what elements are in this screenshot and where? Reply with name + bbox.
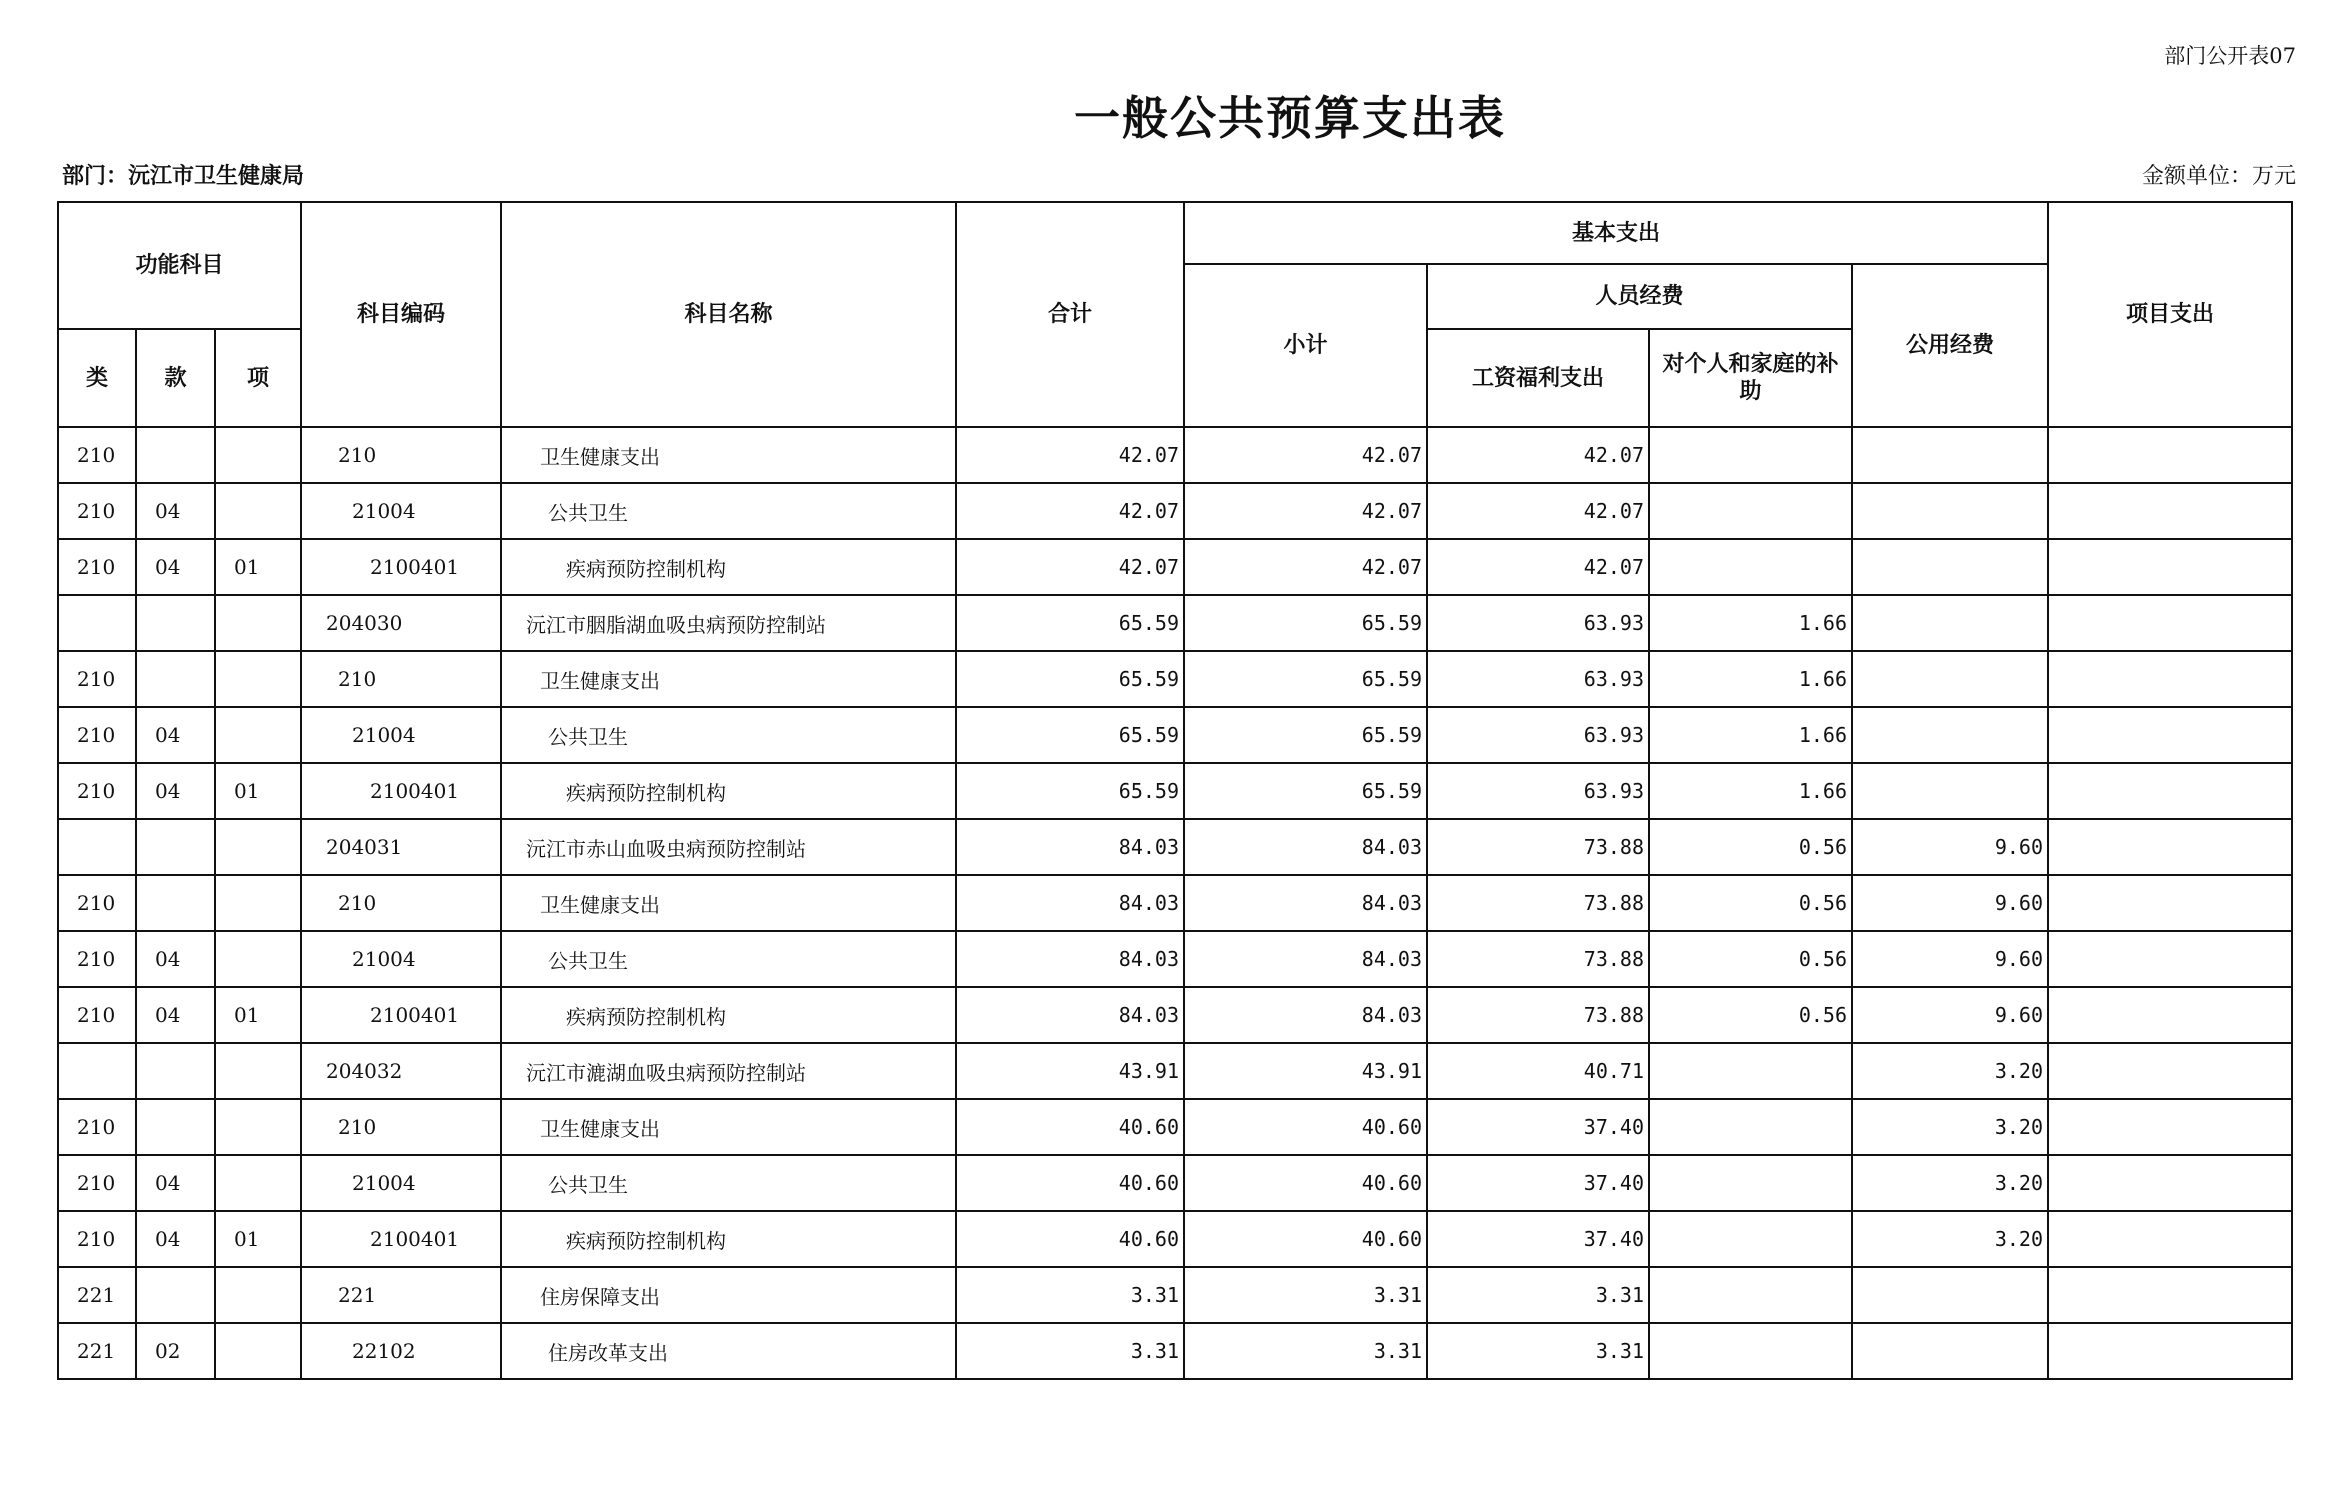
table-body [58,427,2292,1379]
cell-project [2048,763,2292,819]
cell-public [1852,1323,2048,1379]
cell-project [2048,707,2292,763]
cell-xiang [215,819,301,875]
cell-lei: 210 [58,483,136,539]
table-row [58,1211,2292,1267]
cell-kuan: 02 [136,1323,215,1379]
cell-lei: 210 [58,763,136,819]
header-basic: 基本支出 [1184,202,2048,264]
cell-subtotal: 42.07 [1184,483,1427,539]
cell-public [1852,707,2048,763]
cell-subtotal: 65.59 [1184,707,1427,763]
cell-name: 疾病预防控制机构 [501,987,956,1043]
cell-name: 沅江市胭脂湖血吸虫病预防控制站 [501,595,956,651]
cell-public [1852,539,2048,595]
cell-subsidy: 0.56 [1649,875,1852,931]
cell-lei: 210 [58,539,136,595]
cell-subtotal: 84.03 [1184,987,1427,1043]
cell-public [1852,483,2048,539]
cell-project [2048,1267,2292,1323]
cell-public [1852,595,2048,651]
cell-name: 沅江市赤山血吸虫病预防控制站 [501,819,956,875]
cell-code: 2100401 [301,763,501,819]
cell-kuan: 04 [136,1211,215,1267]
cell-subtotal: 84.03 [1184,931,1427,987]
table-row [58,875,2292,931]
cell-kuan: 04 [136,1155,215,1211]
cell-subtotal: 3.31 [1184,1267,1427,1323]
cell-name: 疾病预防控制机构 [501,763,956,819]
cell-lei: 210 [58,1099,136,1155]
cell-project [2048,931,2292,987]
cell-subtotal: 65.59 [1184,763,1427,819]
cell-public: 3.20 [1852,1043,2048,1099]
header-kuan: 款 [136,329,215,427]
cell-code: 21004 [301,707,501,763]
cell-total: 3.31 [956,1267,1184,1323]
cell-subsidy: 1.66 [1649,595,1852,651]
table-row [58,1267,2292,1323]
cell-name: 卫生健康支出 [501,875,956,931]
cell-xiang [215,1099,301,1155]
cell-total: 84.03 [956,875,1184,931]
cell-salary: 63.93 [1427,763,1649,819]
cell-xiang [215,483,301,539]
table-number-label: 部门公开表07 [2164,44,2296,68]
header-func: 功能科目 [58,202,301,329]
header-project: 项目支出 [2048,202,2292,427]
cell-public [1852,427,2048,483]
cell-kuan [136,875,215,931]
cell-public: 3.20 [1852,1155,2048,1211]
cell-subsidy: 1.66 [1649,763,1852,819]
cell-salary: 42.07 [1427,483,1649,539]
cell-project [2048,539,2292,595]
cell-code: 21004 [301,931,501,987]
cell-code: 2100401 [301,1211,501,1267]
cell-project [2048,1211,2292,1267]
cell-xiang [215,651,301,707]
cell-subtotal: 42.07 [1184,427,1427,483]
cell-subtotal: 65.59 [1184,595,1427,651]
cell-code: 204032 [301,1043,501,1099]
cell-subtotal: 40.60 [1184,1099,1427,1155]
cell-name: 疾病预防控制机构 [501,1211,956,1267]
cell-salary: 42.07 [1427,539,1649,595]
cell-salary: 37.40 [1427,1211,1649,1267]
table-row [58,595,2292,651]
header-lei: 类 [58,329,136,427]
cell-lei: 210 [58,707,136,763]
cell-subsidy [1649,1043,1852,1099]
cell-subsidy: 0.56 [1649,931,1852,987]
cell-total: 84.03 [956,987,1184,1043]
header-salary: 工资福利支出 [1427,329,1649,427]
table-row [58,819,2292,875]
cell-kuan: 04 [136,763,215,819]
cell-xiang: 01 [215,987,301,1043]
cell-subsidy [1649,1211,1852,1267]
cell-subsidy [1649,427,1852,483]
table-row [58,1099,2292,1155]
cell-name: 公共卫生 [501,483,956,539]
cell-salary: 73.88 [1427,987,1649,1043]
cell-salary: 3.31 [1427,1267,1649,1323]
cell-total: 3.31 [956,1323,1184,1379]
cell-subsidy [1649,1267,1852,1323]
cell-code: 210 [301,1099,501,1155]
cell-subsidy: 0.56 [1649,819,1852,875]
table-row [58,707,2292,763]
cell-total: 40.60 [956,1099,1184,1155]
cell-public: 9.60 [1852,819,2048,875]
cell-subtotal: 84.03 [1184,819,1427,875]
cell-kuan [136,1099,215,1155]
cell-kuan: 04 [136,931,215,987]
cell-kuan [136,595,215,651]
cell-xiang [215,1267,301,1323]
table-row [58,1323,2292,1379]
cell-kuan [136,427,215,483]
budget-table [57,201,2293,1380]
cell-name: 公共卫生 [501,707,956,763]
cell-code: 21004 [301,483,501,539]
table-row [58,427,2292,483]
cell-subtotal: 42.07 [1184,539,1427,595]
table-row [58,931,2292,987]
cell-total: 65.59 [956,595,1184,651]
cell-public: 3.20 [1852,1099,2048,1155]
cell-public: 9.60 [1852,987,2048,1043]
cell-code: 2100401 [301,987,501,1043]
cell-subsidy: 1.66 [1649,651,1852,707]
cell-public [1852,1267,2048,1323]
cell-xiang [215,875,301,931]
cell-lei [58,595,136,651]
cell-name: 住房改革支出 [501,1323,956,1379]
cell-project [2048,1155,2292,1211]
cell-total: 65.59 [956,651,1184,707]
cell-name: 卫生健康支出 [501,427,956,483]
cell-kuan: 04 [136,483,215,539]
cell-lei: 221 [58,1323,136,1379]
amount-unit-label: 金额单位：万元 [2141,164,2296,189]
cell-code: 21004 [301,1155,501,1211]
cell-public: 9.60 [1852,931,2048,987]
cell-project [2048,483,2292,539]
cell-salary: 73.88 [1427,819,1649,875]
cell-public [1852,651,2048,707]
cell-name: 沅江市漉湖血吸虫病预防控制站 [501,1043,956,1099]
cell-xiang [215,931,301,987]
cell-project [2048,1099,2292,1155]
cell-salary: 63.93 [1427,707,1649,763]
cell-project [2048,875,2292,931]
cell-subsidy: 0.56 [1649,987,1852,1043]
cell-subtotal: 3.31 [1184,1323,1427,1379]
cell-total: 65.59 [956,763,1184,819]
cell-code: 210 [301,427,501,483]
cell-lei: 210 [58,651,136,707]
cell-salary: 3.31 [1427,1323,1649,1379]
cell-lei: 210 [58,1155,136,1211]
page-title: 一般公共预算支出表 [1074,91,1506,145]
cell-total: 43.91 [956,1043,1184,1099]
cell-salary: 42.07 [1427,427,1649,483]
header-subtotal: 小计 [1184,264,1427,427]
cell-name: 住房保障支出 [501,1267,956,1323]
cell-project [2048,1323,2292,1379]
table-header [58,202,2292,427]
cell-subtotal: 43.91 [1184,1043,1427,1099]
cell-xiang [215,707,301,763]
cell-subsidy: 1.66 [1649,707,1852,763]
cell-kuan: 04 [136,707,215,763]
cell-subtotal: 40.60 [1184,1155,1427,1211]
cell-lei: 210 [58,875,136,931]
header-xiang: 项 [215,329,301,427]
cell-subtotal: 84.03 [1184,875,1427,931]
cell-project [2048,987,2292,1043]
cell-project [2048,595,2292,651]
cell-total: 84.03 [956,931,1184,987]
cell-xiang [215,1155,301,1211]
cell-subsidy [1649,539,1852,595]
header-code: 科目编码 [301,202,501,427]
cell-lei: 221 [58,1267,136,1323]
cell-code: 22102 [301,1323,501,1379]
cell-total: 84.03 [956,819,1184,875]
cell-project [2048,1043,2292,1099]
cell-total: 42.07 [956,483,1184,539]
cell-name: 公共卫生 [501,931,956,987]
cell-code: 204031 [301,819,501,875]
cell-code: 210 [301,875,501,931]
cell-kuan [136,651,215,707]
cell-total: 40.60 [956,1155,1184,1211]
cell-code: 204030 [301,595,501,651]
cell-salary: 63.93 [1427,595,1649,651]
table-row [58,763,2292,819]
table-row [58,483,2292,539]
cell-project [2048,427,2292,483]
cell-lei: 210 [58,1211,136,1267]
table-row [58,987,2292,1043]
cell-subsidy [1649,1155,1852,1211]
cell-total: 65.59 [956,707,1184,763]
cell-kuan: 04 [136,539,215,595]
department-label: 部门：沅江市卫生健康局 [62,163,305,189]
cell-subsidy [1649,1099,1852,1155]
cell-lei: 210 [58,931,136,987]
cell-subtotal: 65.59 [1184,651,1427,707]
table-row [58,539,2292,595]
cell-total: 42.07 [956,427,1184,483]
cell-public: 9.60 [1852,875,2048,931]
cell-total: 40.60 [956,1211,1184,1267]
cell-xiang [215,1323,301,1379]
cell-kuan: 04 [136,987,215,1043]
cell-public: 3.20 [1852,1211,2048,1267]
cell-salary: 40.71 [1427,1043,1649,1099]
cell-xiang: 01 [215,763,301,819]
table-row [58,1155,2292,1211]
header-public: 公用经费 [1852,264,2048,427]
cell-lei [58,1043,136,1099]
header-subsidy: 对个人和家庭的补助 [1649,329,1852,427]
cell-kuan [136,819,215,875]
cell-xiang [215,1043,301,1099]
header-total: 合计 [956,202,1184,427]
cell-kuan [136,1267,215,1323]
cell-subsidy [1649,483,1852,539]
cell-name: 公共卫生 [501,1155,956,1211]
cell-lei [58,819,136,875]
header-name: 科目名称 [501,202,956,427]
table-row [58,1043,2292,1099]
cell-salary: 37.40 [1427,1155,1649,1211]
cell-salary: 73.88 [1427,931,1649,987]
header-personnel: 人员经费 [1427,264,1852,329]
cell-xiang: 01 [215,1211,301,1267]
cell-xiang: 01 [215,539,301,595]
cell-name: 卫生健康支出 [501,1099,956,1155]
cell-name: 疾病预防控制机构 [501,539,956,595]
cell-salary: 37.40 [1427,1099,1649,1155]
cell-kuan [136,1043,215,1099]
cell-salary: 63.93 [1427,651,1649,707]
cell-code: 221 [301,1267,501,1323]
cell-lei: 210 [58,427,136,483]
cell-code: 2100401 [301,539,501,595]
cell-public [1852,763,2048,819]
cell-code: 210 [301,651,501,707]
cell-total: 42.07 [956,539,1184,595]
cell-name: 卫生健康支出 [501,651,956,707]
cell-xiang [215,595,301,651]
cell-lei: 210 [58,987,136,1043]
cell-project [2048,651,2292,707]
cell-subsidy [1649,1323,1852,1379]
cell-xiang [215,427,301,483]
cell-project [2048,819,2292,875]
cell-subtotal: 40.60 [1184,1211,1427,1267]
cell-salary: 73.88 [1427,875,1649,931]
table-row [58,651,2292,707]
